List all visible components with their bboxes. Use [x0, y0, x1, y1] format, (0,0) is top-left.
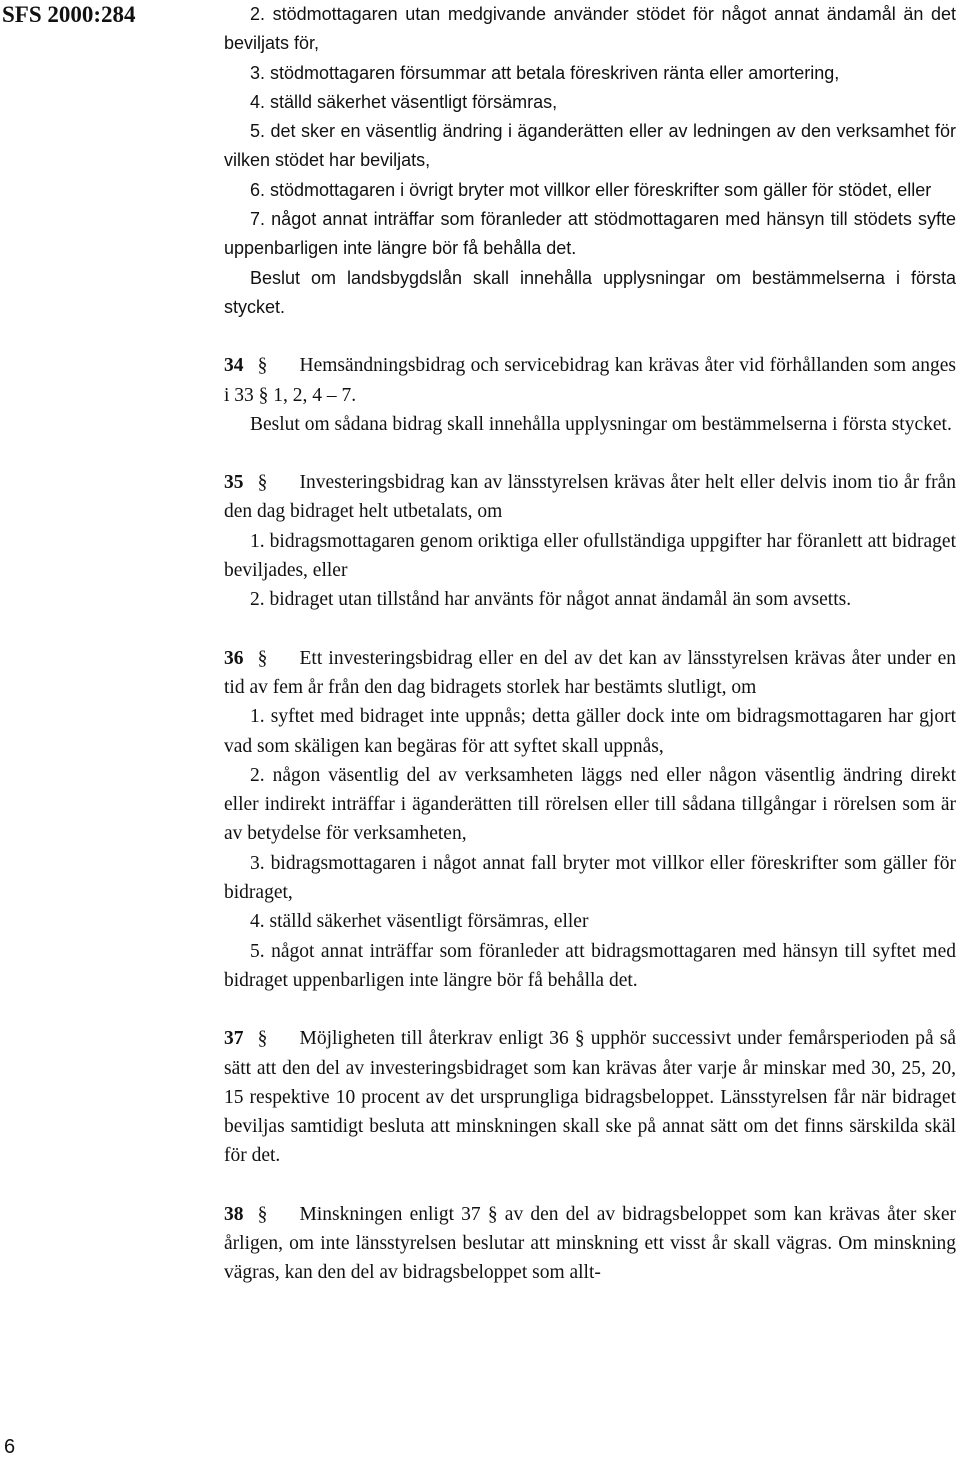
- list-item: 3. stödmottagaren försummar att betala föreskriven ränta eller amortering,: [250, 62, 840, 83]
- section-number: 38: [224, 1203, 244, 1225]
- closing-paragraph: Beslut om landsbygdslån skall innehålla upplysningar om bestämmelserna i första stycket.: [224, 267, 956, 317]
- list-item: 6. stödmottagaren i övrigt bryter mot villkor eller föreskrifter som gäller för stödet, eller: [250, 179, 932, 200]
- section-number: 36: [224, 647, 244, 669]
- list-item: 7. något annat inträffar som föranleder att stödmottagaren med hänsyn till stödets syfte uppenbarligen inte längre bör få behålla det.: [224, 209, 956, 259]
- section-paragraph: [224, 468, 956, 527]
- section-36: [224, 644, 956, 996]
- section-text: Ett investeringsbidrag eller en del av det kan av länsstyrelsen krävas åter under en tid av fem år från den dag bidragets storlek har bestämts slutligt, om: [224, 647, 956, 698]
- sfs-number: SFS 2000:284: [2, 2, 136, 27]
- section-35: [224, 468, 956, 614]
- section-sign-icon: §: [257, 1203, 268, 1225]
- section-text: Minskningen enligt 37 § av den del av bidragsbeloppet som kan krävas åter sker årligen, om inte länsstyrelsen beslutar att minskning ett visst år skall vägras. Om minskning vägras, kan den del av bidragsbeloppet som allt-: [224, 1203, 956, 1284]
- list-item: 2. stödmottagaren utan medgivande använder stödet för något annat ändamål än det beviljats för,: [224, 4, 956, 54]
- section-text: Möjligheten till återkrav enligt 36 § upphör successivt under femårsperioden på så sätt att den del av investeringsbidraget som kan krävas åter varje år minskar med 30, 25, 20, 15 respektive 10 procent av det ursprungliga bidragsbeloppet. Länsstyrelsen får när bidraget beviljas samtidigt besluta att minskningen skall ske på annat sätt om det finns särskilda skäl för det.: [224, 1028, 956, 1167]
- section-text: Investeringsbidrag kan av länsstyrelsen krävas åter helt eller delvis inom tio år från den dag bidraget helt utbetalats, om: [224, 472, 956, 523]
- section-number: 34: [224, 355, 244, 377]
- section-paragraph: [224, 1024, 956, 1170]
- section-sign-icon: §: [257, 355, 268, 377]
- list-item: 1. syftet med bidraget inte uppnås; detta gäller dock inte om bidragsmottagaren har gjort vad som skäligen kan begäras för att syftet skall uppnås,: [224, 706, 956, 757]
- section-text: Hemsändningsbidrag och servicebidrag kan krävas åter vid förhållanden som anges i 33 § 1, 2, 4 – 7.: [224, 355, 956, 406]
- section-37: [224, 1024, 956, 1170]
- section-paragraph: [224, 644, 956, 703]
- section-number: 35: [224, 472, 244, 494]
- section-sign-icon: §: [257, 1028, 268, 1050]
- section-paragraph: [224, 351, 956, 410]
- section-sign-icon: §: [257, 647, 268, 669]
- section-34: [224, 351, 956, 439]
- list-item: 3. bidragsmottagaren i något annat fall bryter mot villkor eller föreskrifter som gäller för bidraget,: [224, 852, 956, 904]
- document-body: [224, 0, 956, 1288]
- section-sign-icon: §: [257, 472, 268, 494]
- list-item: 4. ställd säkerhet väsentligt försämras,: [250, 91, 558, 112]
- section-38: [224, 1200, 956, 1288]
- section-paragraph: [224, 1200, 956, 1288]
- list-item: 2. bidraget utan tillstånd har använts för något annat ändamål än som avsetts.: [250, 589, 852, 611]
- list-item: 5. det sker en väsentlig ändring i äganderätten eller av ledningen av den verksamhet för vilken stödet har beviljats,: [224, 121, 956, 171]
- list-item: 5. något annat inträffar som föranleder att bidragsmottagaren med hänsyn till syftet med bidraget uppenbarligen inte längre bör få behålla det.: [224, 940, 956, 991]
- list-item: 2. någon väsentlig del av verksamheten läggs ned eller någon väsentlig ändring direkt eller indirekt inträffar i äganderätten till rörelsen eller till sådana tillgångar i rörelsen som är av betydelse för verksamheten,: [224, 764, 956, 845]
- list-item: 1. bidragsmottagaren genom oriktiga eller ofullständiga uppgifter har föranlett att bidraget beviljades, eller: [224, 530, 956, 582]
- top-list: [224, 0, 956, 322]
- list-item: 4. ställd säkerhet väsentligt försämras, eller: [250, 911, 589, 933]
- section-number: 37: [224, 1028, 244, 1050]
- section-paragraph: Beslut om sådana bidrag skall innehålla upplysningar om bestämmelserna i första stycket.: [250, 413, 952, 435]
- page-number: 6: [4, 1436, 16, 1458]
